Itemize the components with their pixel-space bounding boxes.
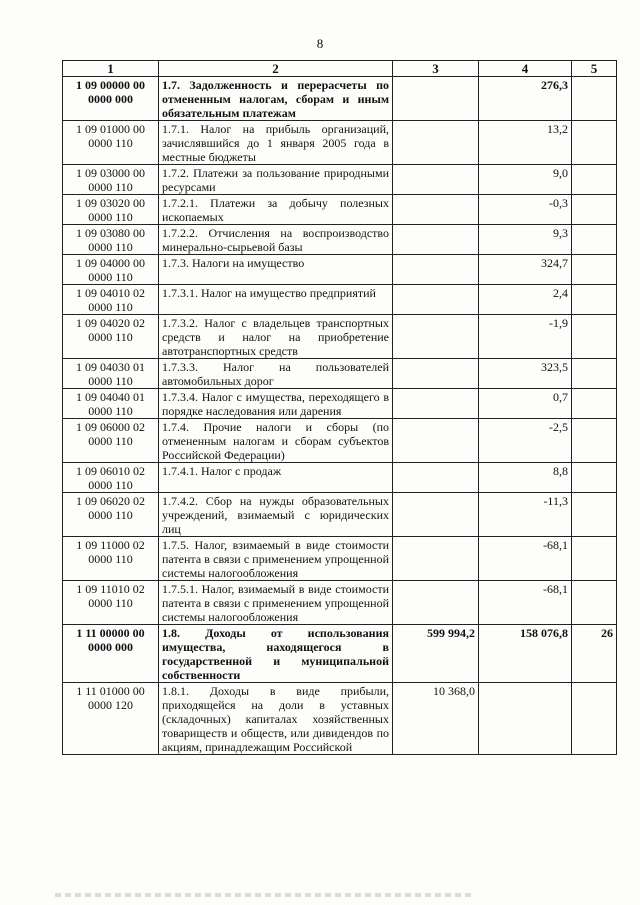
column-3-value <box>393 225 479 255</box>
table-row <box>63 285 617 315</box>
column-5-value <box>572 581 617 625</box>
column-4-value: 13,2 <box>479 121 572 165</box>
table-row <box>63 683 617 755</box>
table-row <box>63 225 617 255</box>
header-col-4: 4 <box>479 61 572 77</box>
item-name-cell: 1.7.3.3. Налог на пользователей автомобильных дорог <box>159 359 393 389</box>
budget-code-cell: 1 09 04030 01 0000 110 <box>63 359 159 389</box>
column-5-value <box>572 225 617 255</box>
scan-artifact <box>55 893 475 897</box>
column-4-value: 323,5 <box>479 359 572 389</box>
budget-code-cell: 1 09 00000 00 0000 000 <box>63 77 159 121</box>
column-4-value: 9,0 <box>479 165 572 195</box>
item-name-cell: 1.7.2. Платежи за пользование природными ресурсами <box>159 165 393 195</box>
column-4-value: -2,5 <box>479 419 572 463</box>
item-name-cell: 1.7.3.1. Налог на имущество предприятий <box>159 285 393 315</box>
budget-code-cell: 1 09 11000 02 0000 110 <box>63 537 159 581</box>
table-row <box>63 581 617 625</box>
column-3-value <box>393 537 479 581</box>
column-3-value <box>393 463 479 493</box>
budget-code-cell: 1 09 04010 02 0000 110 <box>63 285 159 315</box>
item-name-cell: 1.7.3. Налоги на имущество <box>159 255 393 285</box>
column-4-value: -0,3 <box>479 195 572 225</box>
budget-code-cell: 1 09 03020 00 0000 110 <box>63 195 159 225</box>
budget-code-cell: 1 11 00000 00 0000 000 <box>63 625 159 683</box>
item-name-cell: 1.7. Задолженность и перерасчеты по отмененным налогам, сборам и иным обязательным платежам <box>159 77 393 121</box>
item-name-cell: 1.7.3.2. Налог с владельцев транспортных средств и налог на приобретение автотранспортных средств <box>159 315 393 359</box>
table-row <box>63 419 617 463</box>
budget-code-cell: 1 09 04020 02 0000 110 <box>63 315 159 359</box>
column-5-value <box>572 255 617 285</box>
table-row <box>63 255 617 285</box>
item-name-cell: 1.7.1. Налог на прибыль организаций, зачислявшийся до 1 января 2005 года в местные бюджеты <box>159 121 393 165</box>
column-3-value <box>393 195 479 225</box>
column-5-value: 26 <box>572 625 617 683</box>
column-5-value <box>572 195 617 225</box>
column-3-value <box>393 285 479 315</box>
budget-code-cell: 1 09 11010 02 0000 110 <box>63 581 159 625</box>
table-row <box>63 389 617 419</box>
header-row <box>63 61 617 77</box>
budget-code-cell: 1 11 01000 00 0000 120 <box>63 683 159 755</box>
column-5-value <box>572 683 617 755</box>
column-4-value: 8,8 <box>479 463 572 493</box>
column-4-value: -11,3 <box>479 493 572 537</box>
budget-code-cell: 1 09 04000 00 0000 110 <box>63 255 159 285</box>
item-name-cell: 1.7.5. Налог, взимаемый в виде стоимости патента в связи с применением упрощенной системы налогообложения <box>159 537 393 581</box>
table-row <box>63 537 617 581</box>
budget-code-cell: 1 09 06020 02 0000 110 <box>63 493 159 537</box>
column-3-value <box>393 581 479 625</box>
budget-code-cell: 1 09 04040 01 0000 110 <box>63 389 159 419</box>
column-5-value <box>572 537 617 581</box>
table-row <box>63 625 617 683</box>
column-4-value: -1,9 <box>479 315 572 359</box>
table-row <box>63 315 617 359</box>
budget-table <box>62 60 617 755</box>
column-4-value: -68,1 <box>479 537 572 581</box>
table-row <box>63 463 617 493</box>
column-5-value <box>572 419 617 463</box>
column-3-value <box>393 255 479 285</box>
budget-code-cell: 1 09 06000 02 0000 110 <box>63 419 159 463</box>
column-3-value: 599 994,2 <box>393 625 479 683</box>
column-4-value: 9,3 <box>479 225 572 255</box>
column-3-value <box>393 419 479 463</box>
table-row <box>63 195 617 225</box>
item-name-cell: 1.7.5.1. Налог, взимаемый в виде стоимости патента в связи с применением упрощенной системы налогообложения <box>159 581 393 625</box>
column-4-value <box>479 683 572 755</box>
column-5-value <box>572 463 617 493</box>
column-3-value <box>393 77 479 121</box>
column-4-value: -68,1 <box>479 581 572 625</box>
column-5-value <box>572 359 617 389</box>
header-col-5: 5 <box>572 61 617 77</box>
item-name-cell: 1.7.2.1. Платежи за добычу полезных ископаемых <box>159 195 393 225</box>
header-col-2: 2 <box>159 61 393 77</box>
budget-code-cell: 1 09 06010 02 0000 110 <box>63 463 159 493</box>
item-name-cell: 1.7.4.1. Налог с продаж <box>159 463 393 493</box>
column-3-value <box>393 165 479 195</box>
item-name-cell: 1.7.2.2. Отчисления на воспроизводство минерально-сырьевой базы <box>159 225 393 255</box>
table-row <box>63 165 617 195</box>
header-col-3: 3 <box>393 61 479 77</box>
budget-code-cell: 1 09 03000 00 0000 110 <box>63 165 159 195</box>
column-3-value <box>393 359 479 389</box>
column-5-value <box>572 165 617 195</box>
column-5-value <box>572 121 617 165</box>
column-3-value <box>393 493 479 537</box>
column-5-value <box>572 493 617 537</box>
column-3-value: 10 368,0 <box>393 683 479 755</box>
column-4-value: 158 076,8 <box>479 625 572 683</box>
column-4-value: 0,7 <box>479 389 572 419</box>
column-3-value <box>393 121 479 165</box>
table-row <box>63 493 617 537</box>
column-3-value <box>393 315 479 359</box>
item-name-cell: 1.7.4.2. Сбор на нужды образовательных учреждений, взимаемый с юридических лиц <box>159 493 393 537</box>
column-5-value <box>572 285 617 315</box>
column-5-value <box>572 389 617 419</box>
item-name-cell: 1.7.4. Прочие налоги и сборы (по отмененным налогам и сборам субъектов Российской Федерации) <box>159 419 393 463</box>
column-4-value: 324,7 <box>479 255 572 285</box>
table-row <box>63 359 617 389</box>
column-3-value <box>393 389 479 419</box>
table-row <box>63 77 617 121</box>
column-5-value <box>572 77 617 121</box>
table-row <box>63 121 617 165</box>
column-5-value <box>572 315 617 359</box>
item-name-cell: 1.7.3.4. Налог с имущества, переходящего в порядке наследования или дарения <box>159 389 393 419</box>
header-col-1: 1 <box>63 61 159 77</box>
budget-code-cell: 1 09 01000 00 0000 110 <box>63 121 159 165</box>
column-4-value: 2,4 <box>479 285 572 315</box>
page-number: 8 <box>316 36 324 51</box>
item-name-cell: 1.8. Доходы от использования имущества, находящегося в государственной и муниципальной собственности <box>159 625 393 683</box>
column-4-value: 276,3 <box>479 77 572 121</box>
budget-code-cell: 1 09 03080 00 0000 110 <box>63 225 159 255</box>
item-name-cell: 1.8.1. Доходы в виде прибыли, приходящейся на доли в уставных (складочных) капиталах хозяйственных товариществ и обществ, или дивидендов по акциям, принадлежащим Российской <box>159 683 393 755</box>
